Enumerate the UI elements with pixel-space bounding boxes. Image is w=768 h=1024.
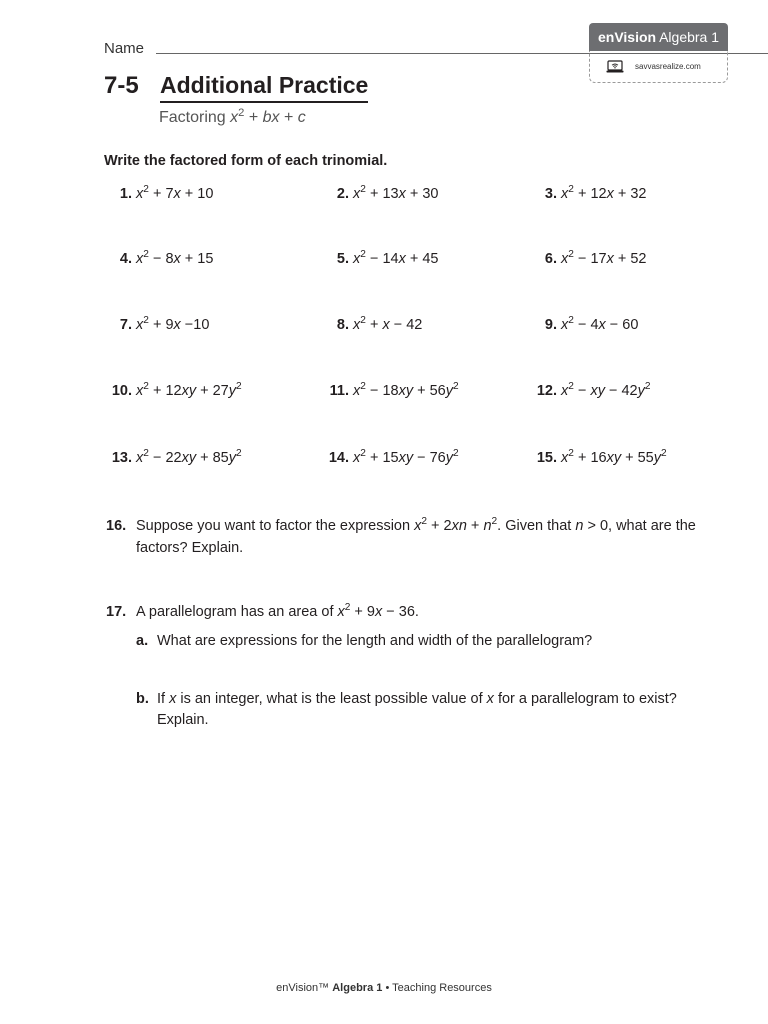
problem-expr: $x^2 - 4x - 60$ (561, 315, 639, 333)
name-label: Name (104, 40, 145, 57)
problem-16 (106, 516, 696, 559)
problem-number: 4. (119, 251, 132, 267)
problem-expr: $x^2 - 18xy + 56y^2$ (353, 381, 459, 399)
footer-resource: Teaching Resources (392, 982, 492, 994)
problem-expr: $x^2$ − xy − $42y^2$ (561, 381, 651, 399)
problem-number: 13. (111, 450, 132, 466)
problem-9 (533, 317, 638, 333)
problem-expr: $x^2 + 12xy + 27y^2$ (136, 381, 242, 399)
subtitle-expr: $x^2$ + bx + c (230, 106, 306, 126)
lesson-title: Additional Practice (160, 72, 368, 103)
problem-2 (325, 186, 438, 202)
problem-11 (321, 383, 459, 399)
problem-10 (104, 383, 242, 399)
problem-14 (321, 450, 459, 466)
lesson-subtitle (159, 106, 306, 127)
problem-number: 11. (329, 383, 349, 399)
problem-expr: $x^2 + 9x -10$ (136, 315, 210, 333)
problem-number: 8. (336, 317, 349, 333)
problem-expr: $x^2 - 14x + 45$ (353, 249, 439, 267)
problem-number: 7. (119, 317, 132, 333)
problem-expr: $x^2 + 15xy - 76y^2$ (353, 448, 459, 466)
part-text: What are expressions for the length and width of the parallelogram? (157, 633, 593, 649)
problem-number: 9. (544, 317, 557, 333)
problem-8 (325, 317, 422, 333)
problem-expr: $x^2 - 8x + 15$ (136, 249, 214, 267)
problem-number: 10. (111, 383, 132, 399)
site-url: savvasrealize.com (635, 62, 701, 71)
problem-expr: $x^2 + 12x + 32$ (561, 184, 647, 202)
problem-13 (104, 450, 242, 466)
problem-17 (106, 602, 706, 624)
brand-light: Algebra 1 (659, 29, 720, 45)
problem-number: 17. (106, 604, 127, 620)
problem-number: 12. (536, 383, 557, 399)
part-text: If x is an integer, what is the least possible value of x for a parallelogram to exist? Explain. (157, 691, 677, 728)
problem-number: 5. (336, 251, 349, 267)
problem-number: 16. (106, 518, 127, 534)
problem-number: 3. (544, 186, 557, 202)
problem-17b (136, 689, 696, 731)
problem-expr: $x^2 - 22xy + 85y^2$ (136, 448, 242, 466)
savvas-link-box[interactable] (589, 51, 728, 83)
problem-4 (108, 251, 213, 267)
page-footer (0, 982, 768, 994)
problem-expr: $x^2 + 7x + 10$ (136, 184, 214, 202)
footer-brand: enVision™ (276, 982, 330, 994)
problem-5 (325, 251, 438, 267)
problem-expr: $x^2 + 13x + 30$ (353, 184, 439, 202)
laptop-icon (606, 60, 624, 73)
problem-6 (533, 251, 646, 267)
problem-number: 1. (119, 186, 132, 202)
problem-7 (108, 317, 209, 333)
problem-expr: $x^2 - 17x + 52$ (561, 249, 647, 267)
problem-number: 15. (536, 450, 557, 466)
part-label: b. (136, 691, 149, 707)
instructions: Write the factored form of each trinomial. (104, 153, 388, 169)
problem-number: 2. (336, 186, 349, 202)
footer-separator: • (385, 982, 390, 994)
problem-number: 6. (544, 251, 557, 267)
problem-number: 14. (328, 450, 349, 466)
lesson-number: 7-5 (104, 72, 139, 99)
problem-text: Suppose you want to factor the expression $x^2 + 2xn + n^2$. Given that n > 0, what are the factors? Explain. (136, 516, 696, 556)
problem-15 (529, 450, 667, 466)
problem-expr: $x^2 + 16xy + 55y^2$ (561, 448, 667, 466)
brand-bold: enVision (597, 29, 657, 45)
subtitle-prefix: Factoring (159, 109, 231, 126)
problem-1 (108, 186, 213, 202)
problem-17a (136, 631, 726, 652)
part-label: a. (136, 633, 149, 649)
problem-text: A parallelogram has an area of $x^2 + 9x - 36$. (136, 602, 419, 620)
problem-12 (529, 383, 651, 399)
envision-logo (589, 23, 728, 51)
footer-book: Algebra 1 (332, 982, 383, 994)
problem-expr: $x^2 + x - 42$ (353, 315, 423, 333)
problem-3 (533, 186, 646, 202)
